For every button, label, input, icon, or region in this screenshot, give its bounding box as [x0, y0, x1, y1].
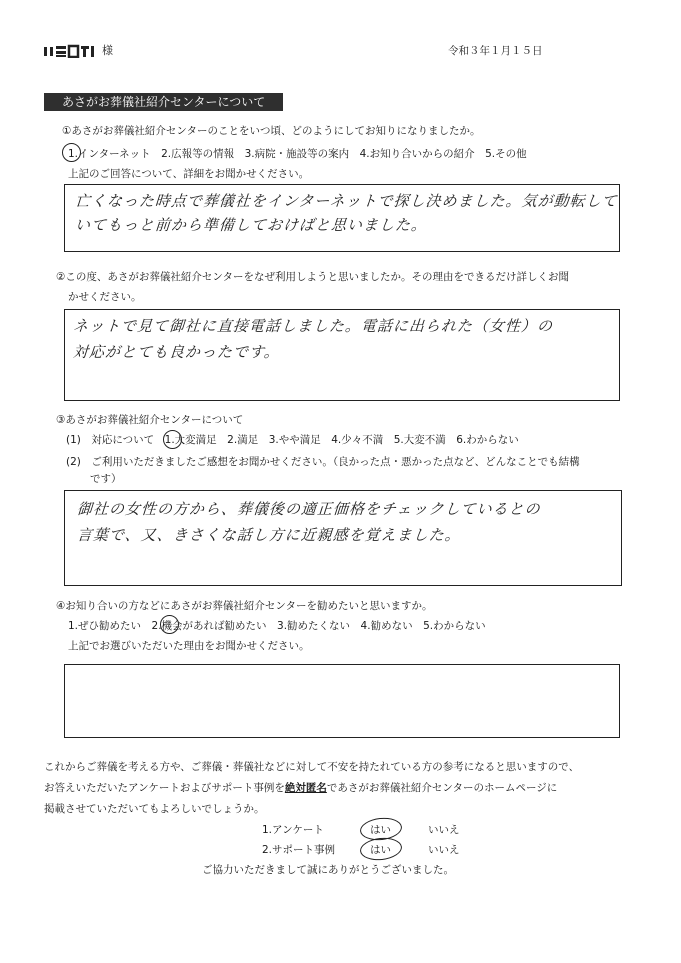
- footer-paragraph-line3: 掲載させていただいてもよろしいでしょうか。: [44, 803, 265, 815]
- section-banner: あさがお葬儀社紹介センターについて: [44, 93, 283, 111]
- q4-followup: 上記でお選びいただいた理由をお聞かせください。: [68, 640, 310, 652]
- q2-answer-line2: 対応がとても良かったです。: [72, 343, 281, 361]
- footer-paragraph-line2: [44, 781, 557, 795]
- q2-question-line1: ②この度、あさがお葬儀社紹介センターをなぜ利用しようと思いましたか。その理由をできるだけ詳しくお聞: [56, 271, 569, 283]
- consent-case-yes: はい: [370, 844, 391, 856]
- consent-survey-yes: はい: [370, 824, 391, 836]
- q4-selected-circle: [160, 615, 179, 634]
- q2-question-line2: かせください。: [68, 291, 142, 303]
- q1-answer-box: [64, 184, 620, 252]
- consent-case-label: 2.サポート事例: [262, 844, 336, 856]
- footer-anonymous-emphasis: 絶対匿名: [284, 782, 327, 794]
- thanks-message: ご協力いただきまして誠にありがとうございました。: [202, 864, 454, 876]
- consent-survey-label: 1.アンケート: [262, 824, 324, 836]
- q1-answer-line1: 亡くなった時点で葬儀社をインターネットで探し決めました。気が動転して: [74, 192, 619, 210]
- footer-paragraph-line1: これからご葬儀を考える方や、ご葬儀・葬儀社などに対して不安を持たれている方の参考になると思いますので、: [44, 761, 580, 773]
- name-suffix: 様: [102, 44, 113, 57]
- q2-answer-box: [64, 309, 620, 401]
- respondent-name-signature: [44, 44, 98, 58]
- q3-sub2-line2: です）: [90, 473, 122, 485]
- consent-case-no: いいえ: [428, 844, 460, 856]
- q3-answer-box: [64, 490, 622, 586]
- footer-line2-part-a: お答えいただいたアンケートおよびサポート事例を: [44, 782, 285, 794]
- q4-options: 1.ぜひ勧めたい 2.機会があれば勧めたい 3.勧めたくない 4.勧めない 5.わからない: [68, 620, 486, 632]
- q1-followup: 上記のご回答について、詳細をお聞かせください。: [68, 168, 310, 180]
- consent-case-yes-circle: [359, 836, 403, 862]
- q1-options: 1.インターネット 2.広報等の情報 3.病院・施設等の案内 4.お知り合いからの紹介 5.その他: [68, 148, 527, 160]
- q3-selected-circle: [163, 430, 182, 449]
- q3-answer-line2: 言葉で、又、きさくな話し方に近親感を覚えました。: [76, 526, 462, 544]
- footer-line2-part-c: であさがお葬儀社紹介センターのホームページに: [326, 782, 558, 794]
- q3-answer-line1: 御社の女性の方から、葬儀後の適正価格をチェックしているとの: [76, 500, 542, 518]
- consent-survey-no: いいえ: [428, 824, 460, 836]
- q1-answer-line2: いてもっと前から準備しておけばと思いました。: [74, 216, 428, 234]
- q2-answer-line1: ネットで見て御社に直接電話しました。電話に出られた（女性）の: [72, 317, 554, 335]
- q3-sub1: (1) 対応について 1.大変満足 2.満足 3.やや満足 4.少々不満 5.大変不満 6.わからない: [66, 434, 519, 446]
- q4-question: ④お知り合いの方などにあさがお葬儀社紹介センターを勧めたいと思いますか。: [56, 600, 433, 612]
- q1-question: ①あさがお葬儀社紹介センターのことをいつ頃、どのようにしてお知りになりましたか。: [62, 125, 481, 137]
- form-date: 令和３年１月１５日: [448, 45, 543, 57]
- q1-selected-circle: [62, 143, 81, 162]
- q4-answer-box: [64, 664, 620, 738]
- q3-sub2-line1: (2) ご利用いただきましたご感想をお聞かせください。（良かった点・悪かった点など、どんなことでも結構: [66, 456, 580, 468]
- q3-question: ③あさがお葬儀社紹介センターについて: [56, 414, 244, 426]
